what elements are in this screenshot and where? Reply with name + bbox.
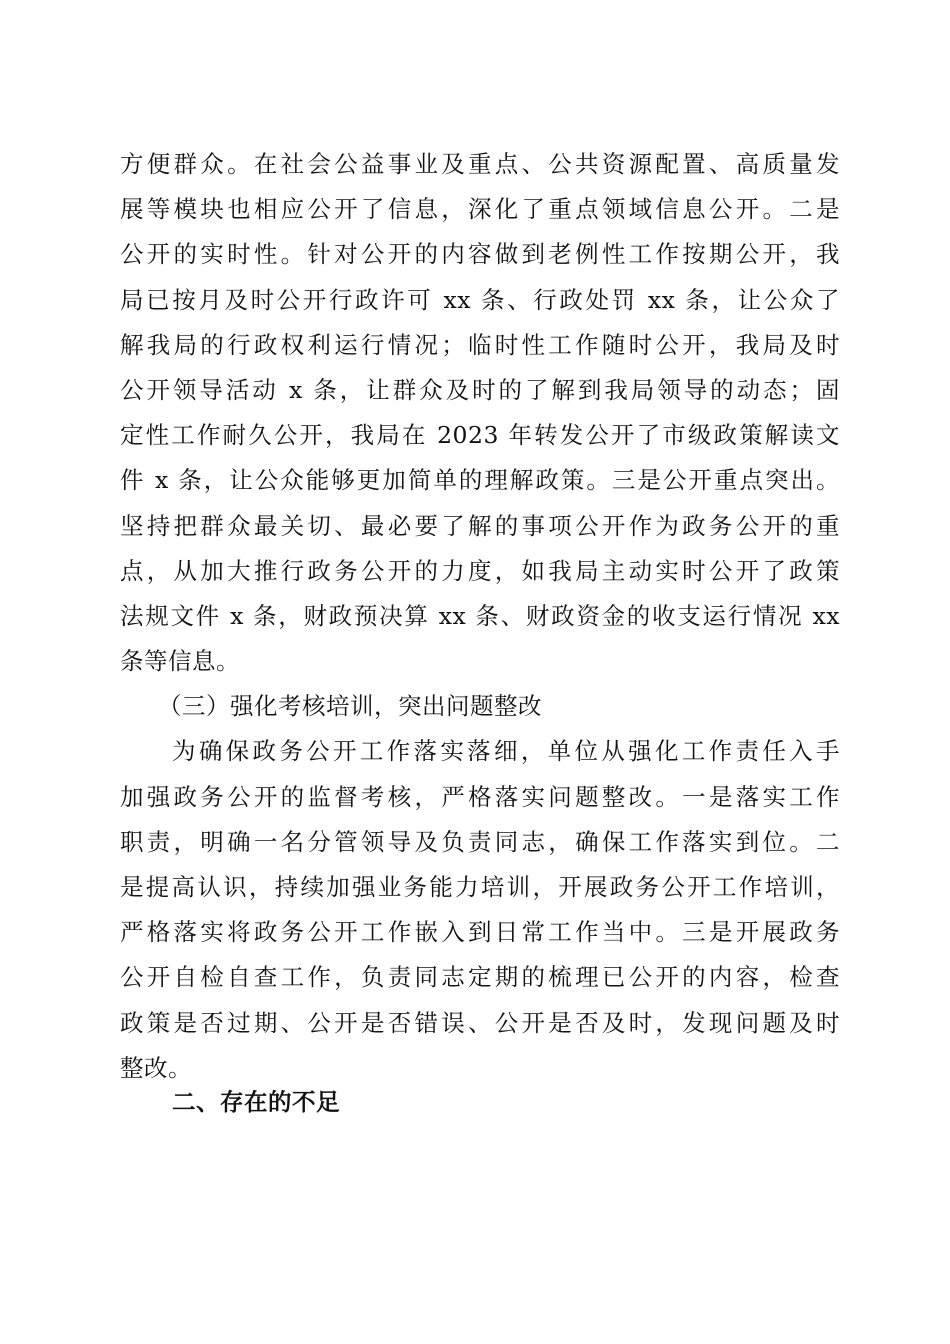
paragraph-line: 件 x 条，让公众能够更加简单的理解政策。三是公开重点突出。 bbox=[120, 466, 840, 495]
paragraph-line: 法规文件 x 条，财政预决算 xx 条、财政资金的收支运行情况 xx bbox=[120, 601, 840, 630]
paragraph-line: 公开领导活动 x 条，让群众及时的了解到我局领导的动态；固 bbox=[120, 375, 840, 404]
paragraph-assessment-training bbox=[120, 729, 840, 1091]
subheading-assessment-training: （三）强化考核培训，突出问题整改 bbox=[158, 692, 542, 721]
paragraph-line: 定性工作耐久公开，我局在 2023 年转发公开了市级政策解读文 bbox=[120, 421, 840, 450]
document-body bbox=[120, 142, 840, 1091]
paragraph-line: 条等信息。 bbox=[120, 647, 240, 676]
paragraph-line: 解我局的行政权利运行情况；临时性工作随时公开，我局及时 bbox=[120, 330, 840, 359]
paragraph-line: 展等模块也相应公开了信息，深化了重点领域信息公开。二是 bbox=[120, 195, 840, 224]
paragraph-line: 坚持把群众最关切、最必要了解的事项公开作为政务公开的重 bbox=[120, 511, 840, 540]
paragraph-line: 加强政务公开的监督考核，严格落实问题整改。一是落实工作 bbox=[120, 782, 840, 811]
paragraph-line: 整改。 bbox=[120, 1053, 192, 1082]
paragraph-line: 为确保政务公开工作落实落细，单位从强化工作责任入手 bbox=[172, 737, 840, 766]
section-heading-shortcomings: 二、存在的不足 bbox=[172, 1088, 340, 1116]
paragraph-line: 公开自检自查工作，负责同志定期的梳理已公开的内容，检查 bbox=[120, 963, 840, 992]
paragraph-line: 公开的实时性。针对公开的内容做到老例性工作按期公开，我 bbox=[120, 240, 840, 269]
paragraph-line: 严格落实将政务公开工作嵌入到日常工作当中。三是开展政务 bbox=[120, 918, 840, 947]
paragraph-line: 方便群众。在社会公益事业及重点、公共资源配置、高质量发 bbox=[120, 150, 840, 178]
paragraph-line: 点，从加大推行政务公开的力度，如我局主动实时公开了政策 bbox=[120, 556, 840, 585]
paragraph-line: 是提高认识，持续加强业务能力培训，开展政务公开工作培训， bbox=[120, 873, 840, 901]
paragraph-line: 职责，明确一名分管领导及负责同志，确保工作落实到位。二 bbox=[120, 827, 840, 856]
paragraph-line: 政策是否过期、公开是否错误、公开是否及时，发现问题及时 bbox=[120, 1008, 840, 1037]
paragraph-line: 局已按月及时公开行政许可 xx 条、行政处罚 xx 条，让公众了 bbox=[120, 285, 840, 314]
paragraph-public-disclosure bbox=[120, 142, 840, 684]
